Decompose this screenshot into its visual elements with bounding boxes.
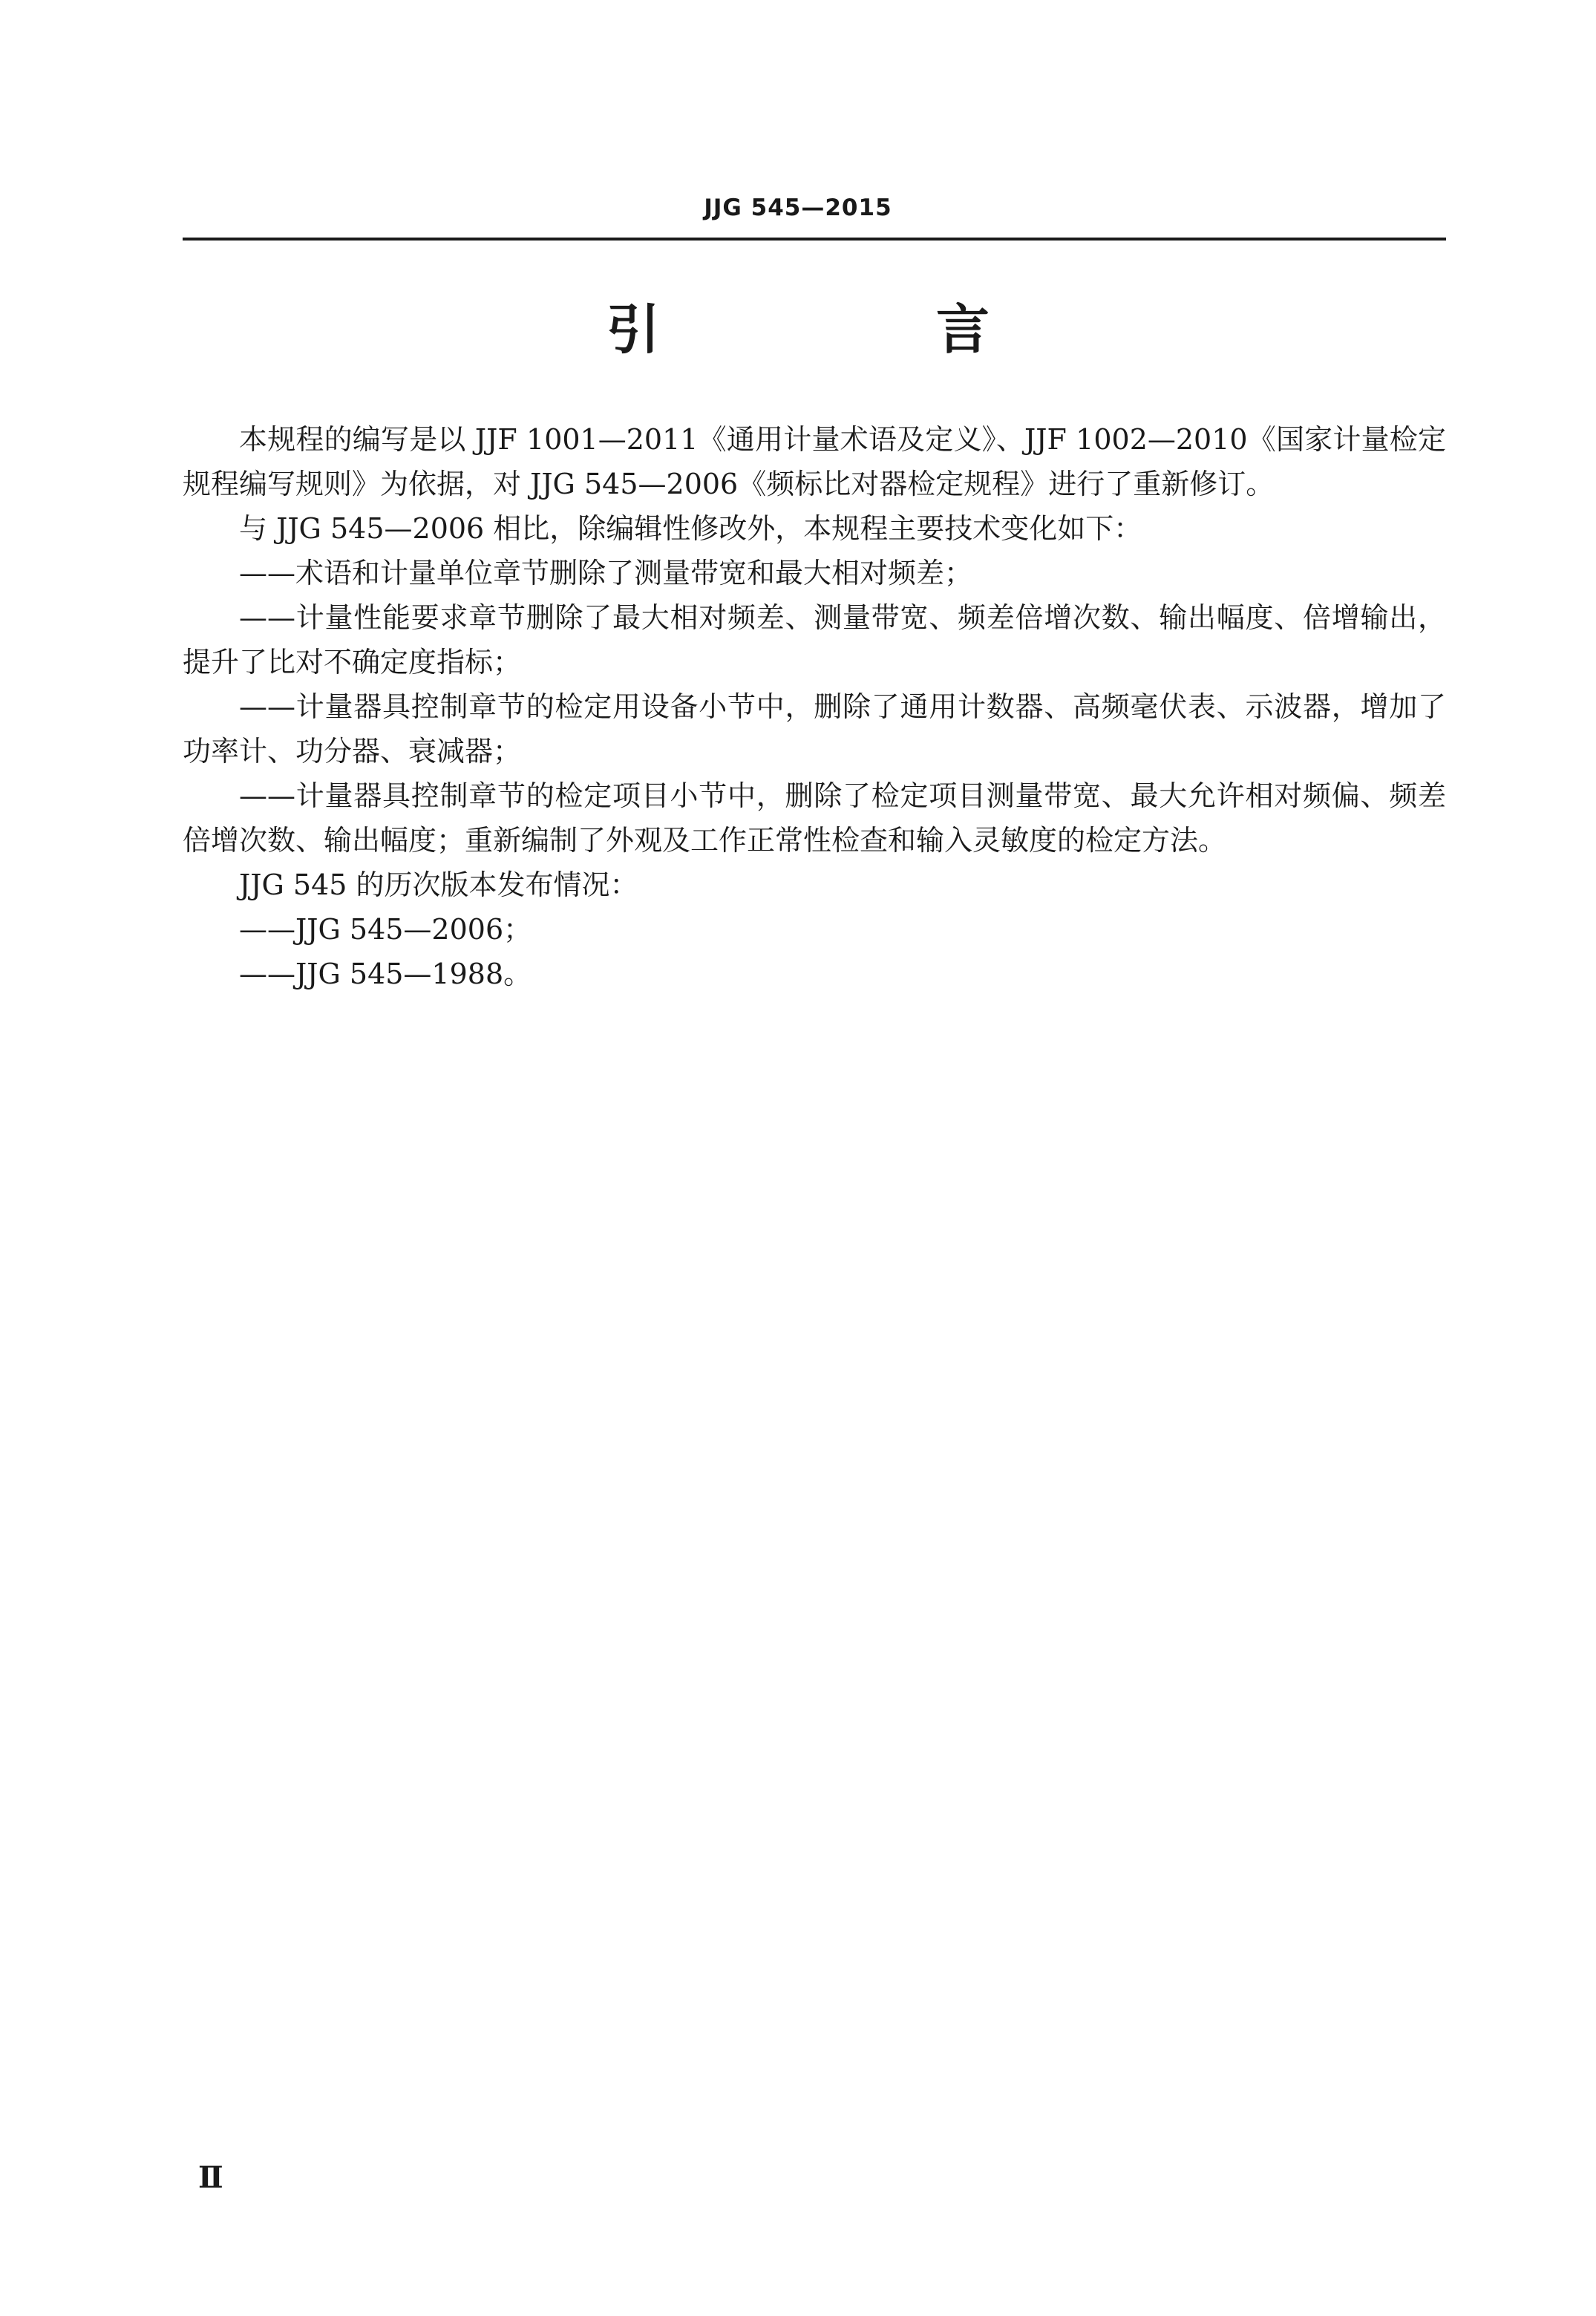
change-item-equipment: ——计量器具控制章节的检定用设备小节中，删除了通用计数器、高频毫伏表、示波器，增加了功率计、功分器、衰减器； xyxy=(183,690,1446,768)
change-item-performance: ——计量性能要求章节删除了最大相对频差、测量带宽、频差倍增次数、输出幅度、倍增输出，提升了比对不确定度指标； xyxy=(183,601,1446,678)
paragraph-changes-intro: 与 JJG 545—2006 相比，除编辑性修改外，本规程主要技术变化如下： xyxy=(239,512,1142,545)
history-item-2006: ——JJG 545—2006； xyxy=(239,913,532,946)
document-code-header: JJG 545—2015 xyxy=(704,194,892,221)
change-item-terms: ——术语和计量单位章节删除了测量带宽和最大相对频差； xyxy=(239,557,973,589)
page-number: Ⅱ xyxy=(198,2160,223,2195)
change-item-verification: ——计量器具控制章节的检定项目小节中，删除了检定项目测量带宽、最大允许相对频偏、频差倍增次数、输出幅度；重新编制了外观及工作正常性检查和输入灵敏度的检定方法。 xyxy=(183,779,1446,857)
body-text xyxy=(183,417,1446,996)
page-title: 引 言 xyxy=(606,298,1101,361)
paragraph-intro: 本规程的编写是以 JJF 1001—2011《通用计量术语及定义》、JJF 1002—2010《国家计量检定规程编写规则》为依据，对 JJG 545—2006《频标比对器检定规程》进行了重新修订。 xyxy=(183,423,1446,500)
paragraph-history-intro: JJG 545 的历次版本发布情况： xyxy=(239,868,638,901)
header-rule xyxy=(183,238,1446,241)
history-item-1988: ——JJG 545—1988。 xyxy=(239,958,532,990)
